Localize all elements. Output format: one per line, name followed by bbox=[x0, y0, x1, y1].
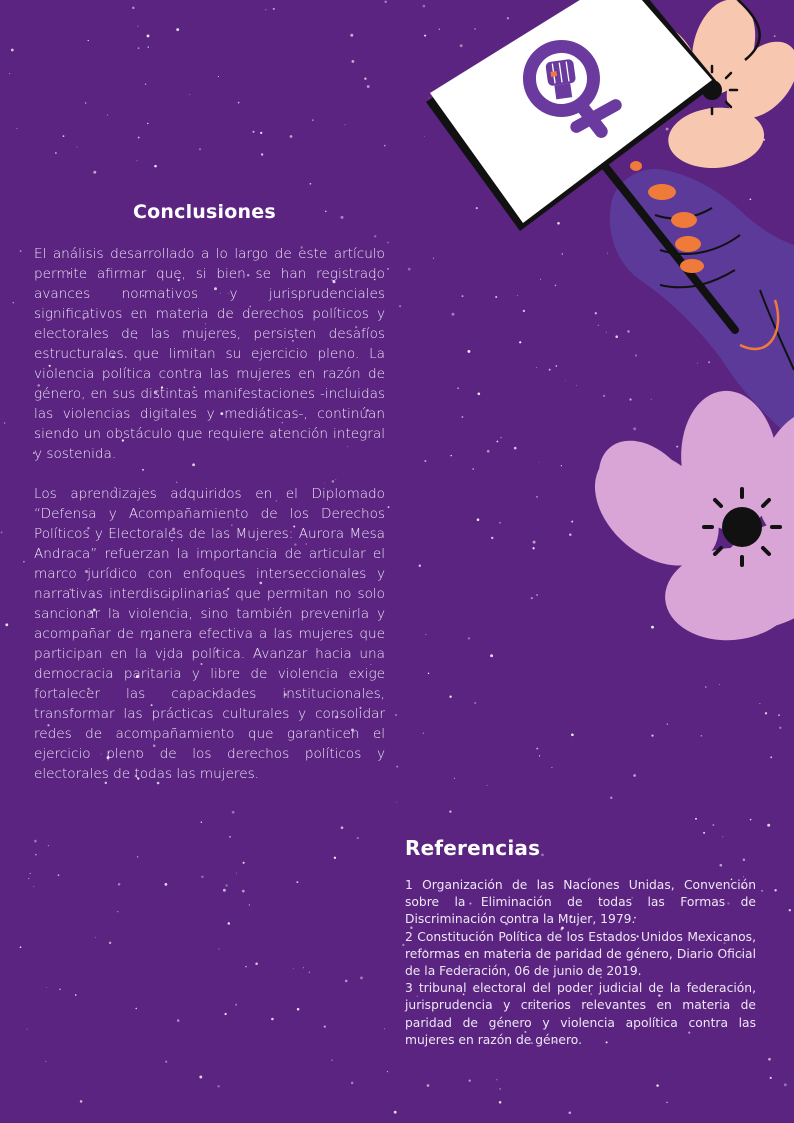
reference-item: 1 Organización de las Naciones Unidas, Convención sobre la Eliminación de todas las Formas de Discriminación contra la Mujer, 1979. bbox=[405, 878, 756, 927]
conclusions-paragraph: Los aprendizajes adquiridos en el Diplomado “Defensa y Acompañamiento de los Derechos Políticos y Electorales de las Mujeres: Aurora Mesa Andraca” refuerzan la importancia de articular el marco jurídico con enfoques interseccionales y narrativas interdisciplinarias que permitan no solo sancionar la violencia, sino también prevenirla y acompañar de manera efectiva a las mujeres que participan en la vida política. Avanzar hacia una democracia paritaria y libre de violencia exige fortalecer las capacidades institucionales, transformar las prácticas culturales y consolidar redes de acompañamiento que garanticen el ejercicio pleno de los derechos políticos y electorales de todas las mujeres. bbox=[34, 486, 385, 782]
conclusions-body bbox=[34, 244, 385, 804]
reference-item: 2 Constitución Política de los Estados Unidos Mexicanos, reformas en materia de paridad de género, Diario Oficial de la Federación, 06 de junio de 2019. bbox=[405, 929, 756, 979]
pink-flower bbox=[572, 387, 794, 651]
conclusions-title: Conclusiones bbox=[133, 201, 276, 223]
references-list bbox=[405, 877, 756, 1049]
conclusions-paragraph: El análisis desarrollado a lo largo de este artículo permite afirmar que, si bien se han registrado avances normativos y jurisprudenciales significativos en materia de derechos políticos y electorales de las mujeres, persisten desafíos estructurales que limitan su ejercicio pleno. La violencia política contra las mujeres en razón de género, en sus distintas manifestaciones -incluidas las violencias digitales y mediáticas-, continúan siendo un obstáculo que requiere atención integral y sostenida. bbox=[34, 246, 385, 462]
reference-item: 3 tribunal electoral del poder judicial de la federación, jurisprudencia y criterios relevantes en materia de paridad de género y violencia apolítica contra las mujeres en razón de género. bbox=[405, 981, 756, 1047]
references-title: Referencias bbox=[405, 836, 541, 860]
